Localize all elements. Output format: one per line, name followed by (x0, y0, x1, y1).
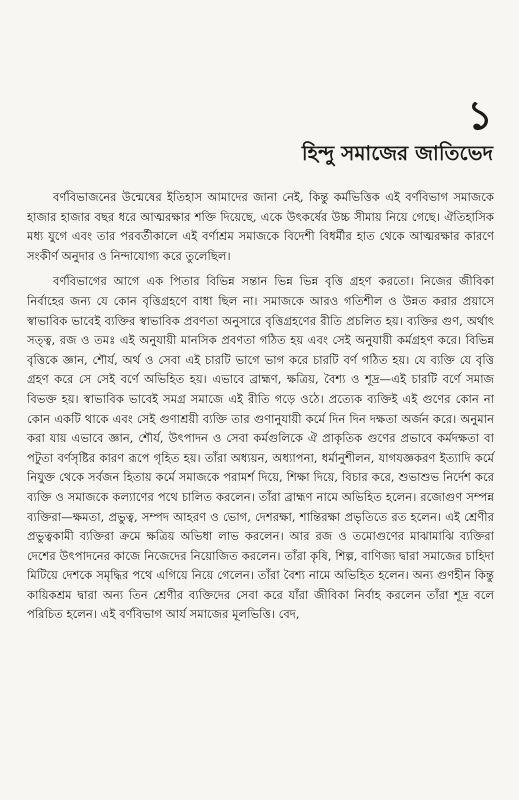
chapter-title: হিন্দু সমাজের জাতিভেদ (301, 141, 493, 165)
paragraph: বর্ণবিভাগের আগে এক পিতার বিভিন্ন সন্তান ভিন্ন ভিন্ন বৃত্তি গ্রহণ করতো। নিজের জীবিকা নির্বাহের জন্য যে কোন বৃত্তিগ্রহণে বাধা ছিল না। সমাজকে আরও গতিশীল ও উন্নত করার প্রয়াসে স্বাভাবিক ভাবেই ব্যক্তির স্বাভাবিক প্রবণতা অনুসারে বৃত্তিগ্রহণের রীতি প্রচলিত হয়। ব্যক্তির গুণ, অর্থাৎ সত্ত্ব, রজ ও তমঃ এই অনুযায়ী মানসিক প্রবণতা গঠিত হয় এবং সেই অনুযায়ী কর্মগ্রহণ করে। বিভিন্ন বৃত্তিকে জ্ঞান, শৌর্য, অর্থ ও সেবা এই চারটি ভাগে ভাগ করে চারটি বর্ণ গঠিত হয়। যে ব্যক্তি যে বৃত্তি গ্রহণ করে সে সেই বর্ণে অভিহিত হয়। এভাবে ব্রাহ্মণ, ক্ষত্রিয়, বৈশ্য ও শূদ্র—এই চারটি বর্ণে সমাজ বিভক্ত হয়। স্বাভাবিক ভাবেই সমগ্র সমাজে এই রীতি গড়ে ওঠে। প্রত্যেক ব্যক্তিই এই গুণের কোন না কোন একটি থাকে এবং সেই গুণাশ্রয়ী ব্যক্তি তার গুণানুযায়ী কর্মে দিন দিন দক্ষতা অর্জন করে। অনুমান করা যায় এভাবে জ্ঞান, শৌর্য, উৎপাদন ও সেবা কর্মগুলিকে ঐ প্রাকৃতিক গুণের প্রভাবে কর্মদক্ষতা বা পটুতা বর্ণসৃষ্টির কারণ রূপে গৃহিত হয়। তাঁরা অধ্যয়ন, অধ্যাপনা, ধর্মানুশীলন, যাগযজ্ঞকরণ ইত্যাদি কর্মে নিযুক্ত থেকে সর্বজন হিতায় কর্মে সমাজকে পরামর্শ দিয়ে, শিক্ষা দিয়ে, বিচার করে, শুভাশুভ নির্দেশ করে ব্যক্তি ও সমাজকে কল্যাণের পথে চালিত করলেন। তাঁরা ব্রাহ্মণ নামে অভিহিত হলেন। রজোগুণ সম্পন্ন ব্যক্তিরা—ক্ষমতা, প্রভুত্ব, সম্পদ আহরণ ও ভোগ, দেশরক্ষা, শান্তিরক্ষা প্রভৃতিতে রত হলেন। এই শ্রেণীর প্রভুত্বকামী ব্যক্তিরা ক্রমে ক্ষত্রিয় অভিধা লাভ করলেন। আর রজ ও তমোগুণের মাঝামাঝি ব্যক্তিরা দেশের উৎপাদনের কাজে নিজেদের নিয়োজিত করলেন। তাঁরা কৃষি, শিল্প, বাণিজ্য দ্বারা সমাজের চাহিদা মিটিয়ে দেশকে সমৃদ্ধির পথে এগিয়ে নিয়ে গেলেন। তাঁরা বৈশ্য নামে অভিহিত হলেন। অন্য গুণহীন কিন্তু কায়িকশ্রম দ্বারা অন্য তিন শ্রেণীর ব্যক্তিদের সেবা করে যাঁরা জীবিকা নির্বাহ করলেন তাঁরা শূদ্র বলে পরিচিত হলেন। এই বর্ণবিভাগ আর্য সমাজের মূলভিত্তি। বেদ, (27, 274, 494, 622)
paragraph: বর্ণবিভাজনের উন্মেষের ইতিহাস আমাদের জানা নেই, কিন্তু কর্মভিত্তিক এই বর্ণবিভাগ সমাজকে হাজার হাজার বছর ধরে আত্মরক্ষার শক্তি দিয়েছে, একে উৎকর্ষের উচ্চ সীমায় নিয়ে গেছে। ঐতিহাসিক মধ্য যুগে এবং তার পরবর্তীকালে এই বর্ণাশ্রম সমাজকে বিদেশী বিধর্মীর হাত থেকে আত্মরক্ষার কারণে সংকীর্ণ অনুদার ও নিন্দাযোগ্য করে তুলেছিল। (27, 190, 494, 263)
chapter-body (27, 188, 494, 631)
chapter-number: ১ (467, 92, 493, 139)
